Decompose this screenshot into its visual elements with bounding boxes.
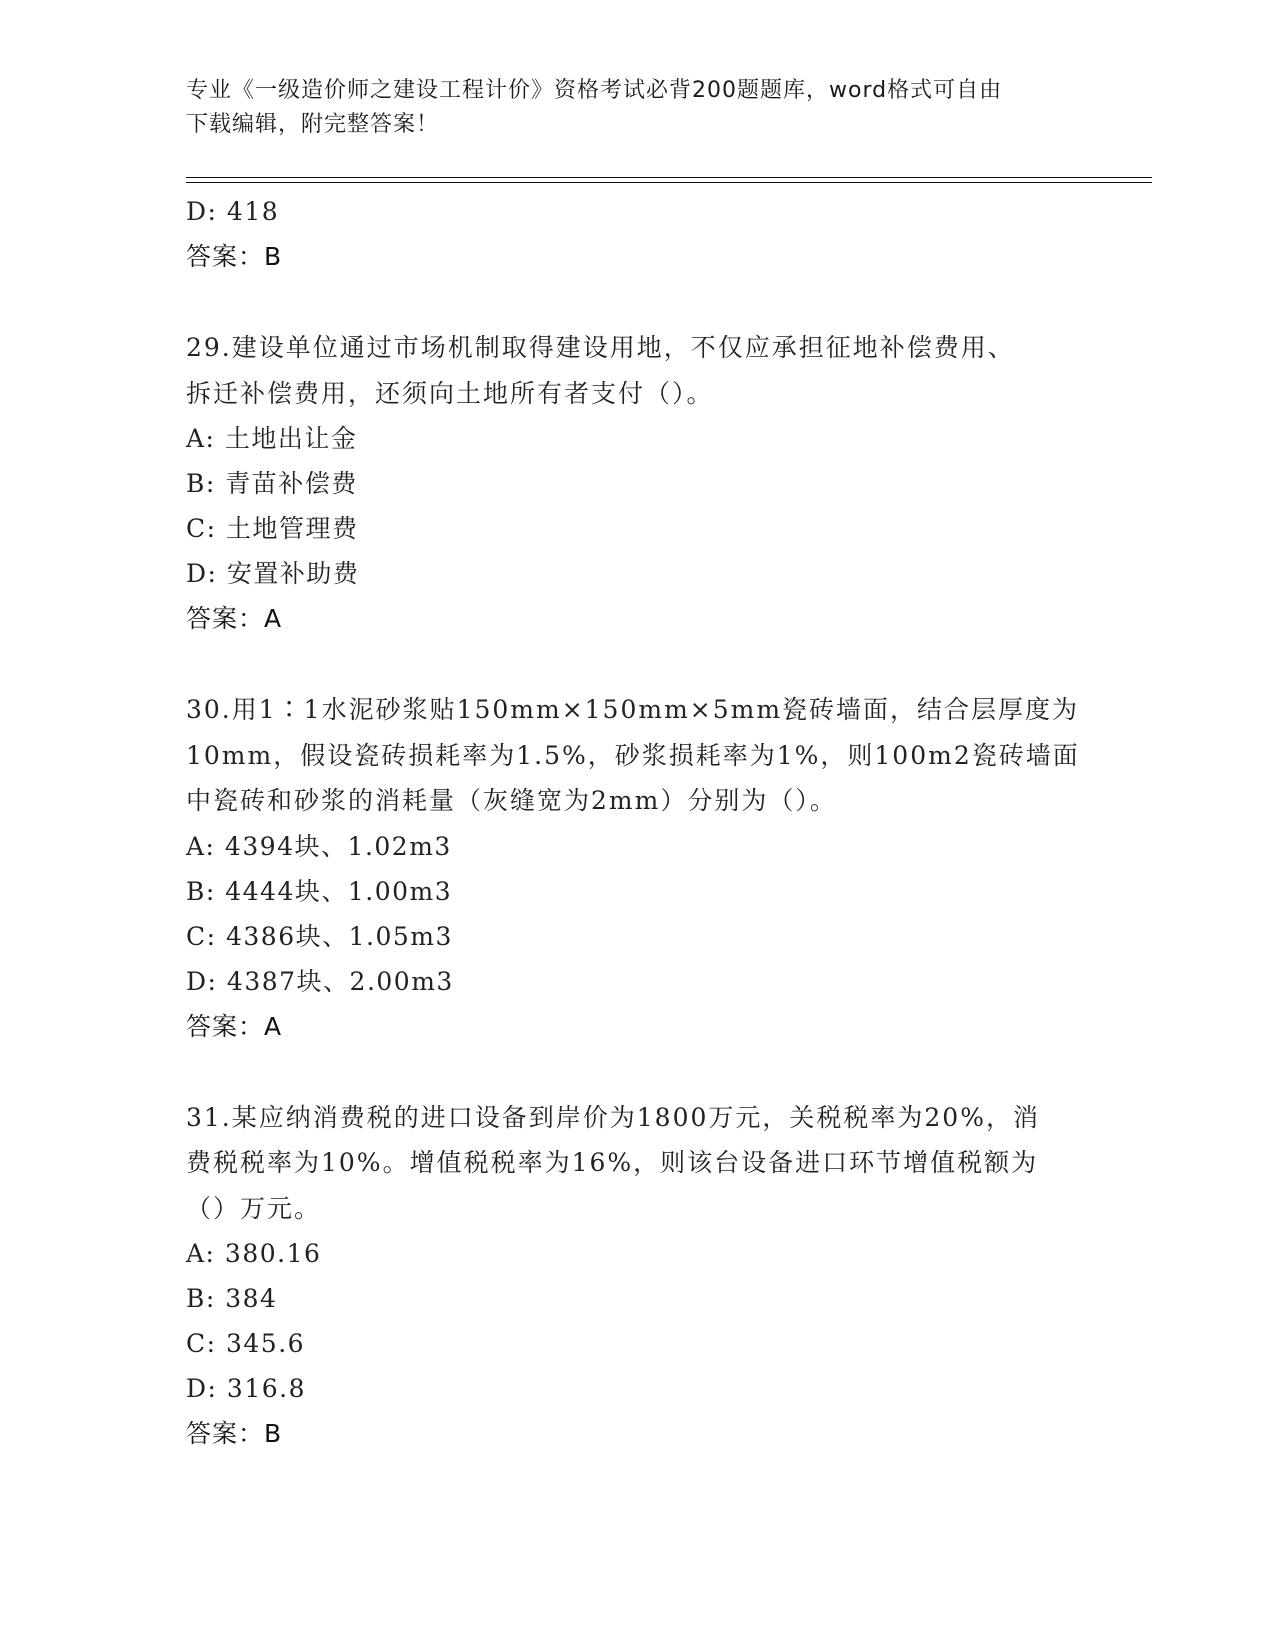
header-line-2: 下载编辑，附完整答案！ <box>186 112 440 137</box>
option-d: D: 4387块、2.00m3 <box>186 966 454 996</box>
document-header <box>186 74 1086 142</box>
question-stem-line: 31.某应纳消费税的进口设备到岸价为1800万元，关税税率为20%，消 <box>186 1102 1040 1132</box>
header-divider-bottom <box>186 182 1152 183</box>
option-c: C: 4386块、1.05m3 <box>186 921 453 951</box>
question-31 <box>186 1095 1086 1457</box>
option-a: A: 380.16 <box>186 1239 322 1268</box>
option-b: B: 4444块、1.00m3 <box>186 876 453 906</box>
question-stem-line: 中瓷砖和砂浆的消耗量（灰缝宽为2mm）分别为（）。 <box>186 786 837 815</box>
header-divider-top <box>186 177 1152 178</box>
option-c: C: 土地管理费 <box>186 514 359 543</box>
option-c: C: 345.6 <box>186 1329 306 1358</box>
option-a: A: 土地出让金 <box>186 424 358 453</box>
option-b: B: 384 <box>186 1284 278 1313</box>
question-30 <box>186 687 1086 1049</box>
option-d: D: 418 <box>186 197 280 226</box>
question-stem-line: 29.建设单位通过市场机制取得建设用地，不仅应承担征地补偿费用、 <box>186 333 1015 362</box>
option-d: D: 316.8 <box>186 1374 306 1403</box>
option-a: A: 4394块、1.02m3 <box>186 831 452 861</box>
answer-line: 答案：A <box>186 1011 283 1041</box>
header-line-1: 专业《一级造价师之建设工程计价》资格考试必背200题题库，word格式可自由 <box>186 78 1003 103</box>
question-stem-line: 拆迁补偿费用，还须向土地所有者支付（）。 <box>186 378 714 408</box>
question-29 <box>186 325 1086 641</box>
answer-line: 答案：A <box>186 604 283 633</box>
question-stem-line: 费税税率为10%。增值税税率为16%，则该台设备进口环节增值税额为 <box>186 1148 1039 1177</box>
answer-line: 答案：B <box>186 1419 283 1448</box>
question-list <box>186 189 1086 1456</box>
option-d: D: 安置补助费 <box>186 559 360 588</box>
question-stem-line: 30.用1∶1水泥砂浆贴150mm×150mm×5mm瓷砖墙面，结合层厚度为 <box>186 695 1080 724</box>
answer-line: 答案：B <box>186 242 283 271</box>
option-b: B: 青苗补偿费 <box>186 469 358 498</box>
carryover-block <box>186 189 1086 279</box>
question-stem-line: （）万元。 <box>186 1193 322 1223</box>
question-stem-line: 10mm，假设瓷砖损耗率为1.5%，砂浆损耗率为1%，则100m2瓷砖墙面 <box>186 740 1080 770</box>
